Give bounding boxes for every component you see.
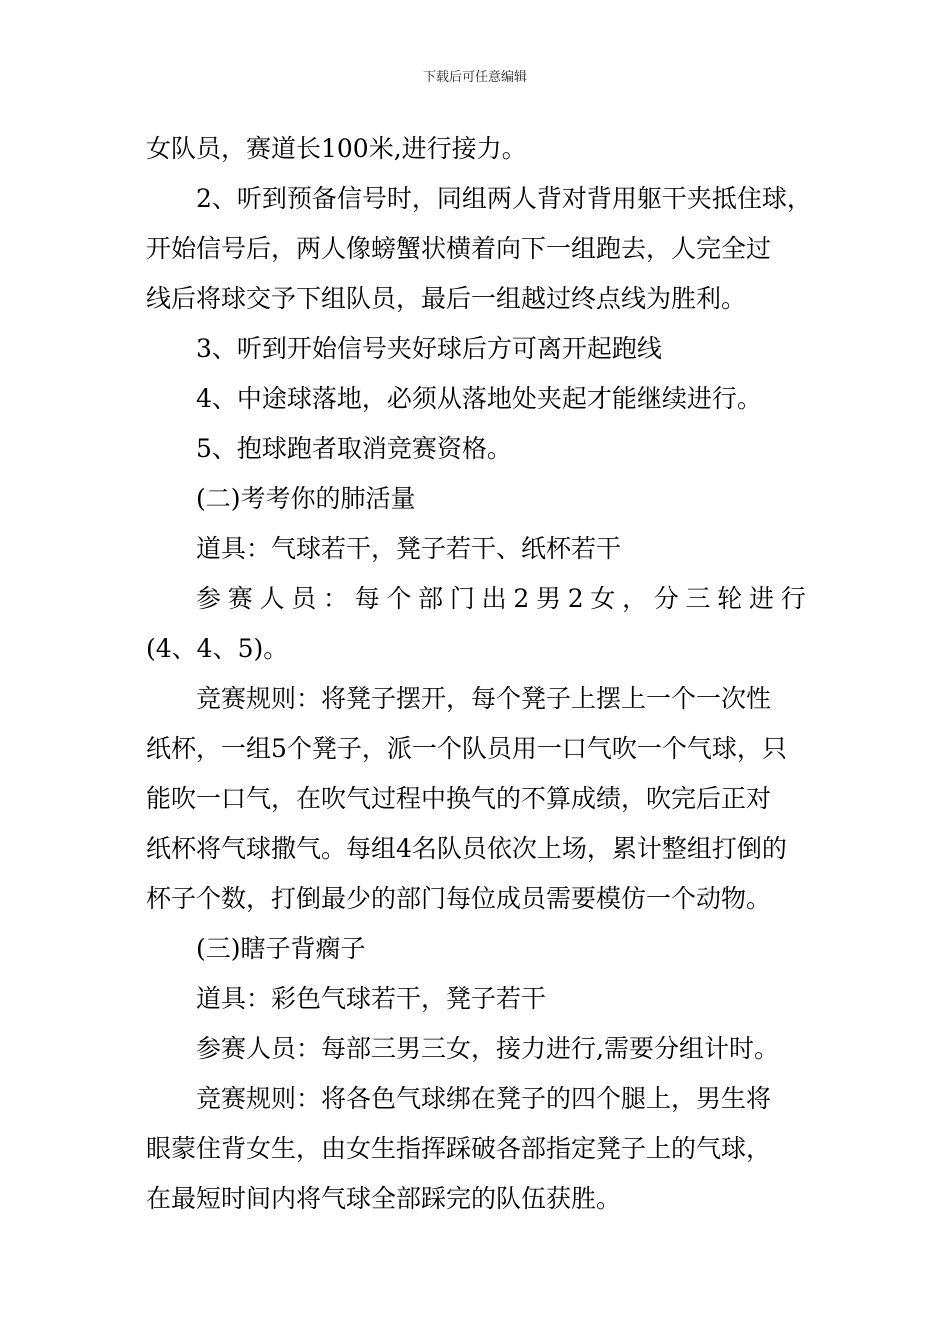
rules-line: 竞赛规则：将各色气球绑在凳子的四个腿上，男生将 bbox=[196, 1084, 772, 1113]
justified-char: 每 bbox=[354, 584, 380, 613]
rule-2: 2、听到预备信号时，同组两人背对背用躯干夹抵住球， bbox=[196, 184, 812, 213]
justified-char: 行 bbox=[780, 584, 806, 613]
paragraph-line: 在最短时间内将气球全部踩完的队伍获胜。 bbox=[146, 1184, 622, 1213]
justified-char: 人 bbox=[259, 584, 285, 613]
justified-char: 部 bbox=[418, 584, 444, 613]
justified-char: 个 bbox=[386, 584, 412, 613]
paragraph-line: 能吹一口气，在吹气过程中换气的不算成绩，吹完后正对 bbox=[146, 784, 772, 813]
justified-text bbox=[196, 574, 806, 624]
paragraph-line: 杯子个数，打倒最少的部门每位成员需要模仿一个动物。 bbox=[146, 884, 772, 913]
page-header: 下载后可任意编辑 bbox=[422, 70, 527, 85]
justified-char: 分 bbox=[653, 584, 679, 613]
paragraph-line: 开始信号后，两人像螃蟹状横着向下一组跑去，人完全过 bbox=[146, 234, 772, 263]
justified-char: 进 bbox=[749, 584, 775, 613]
section-heading-2: (二)考考你的肺活量 bbox=[196, 484, 416, 513]
rule-4: 4、中途球落地，必须从落地处夹起才能继续进行。 bbox=[196, 384, 762, 413]
justified-char: 员 bbox=[291, 584, 317, 613]
justified-char: 2 bbox=[567, 584, 584, 613]
props-line: 道具：气球若干，凳子若干、纸杯若干 bbox=[196, 534, 622, 563]
paragraph-line: 纸杯，一组5个凳子，派一个队员用一口气吹一个气球，只 bbox=[146, 734, 787, 763]
paragraph-line: 纸杯将气球撒气。每组4名队员依次上场，累计整组打倒的 bbox=[146, 834, 787, 863]
paragraph-line: 女队员，赛道长100米,进行接力。 bbox=[146, 134, 527, 163]
justified-char: 参 bbox=[196, 584, 222, 613]
justified-char: 女 bbox=[590, 584, 616, 613]
justified-char: ， bbox=[622, 584, 648, 613]
paragraph-line: 眼蒙住背女生，由女生指挥踩破各部指定凳子上的气球， bbox=[146, 1134, 772, 1163]
props-line: 道具：彩色气球若干，凳子若干 bbox=[196, 984, 547, 1013]
rule-5: 5、抱球跑者取消竞赛资格。 bbox=[196, 434, 512, 463]
justified-char: 男 bbox=[535, 584, 561, 613]
justified-char: 三 bbox=[685, 584, 711, 613]
participants-line bbox=[196, 574, 856, 624]
justified-char: 出 bbox=[481, 584, 507, 613]
paragraph-line: (4、4、5)。 bbox=[146, 634, 289, 663]
justified-char: ： bbox=[322, 584, 348, 613]
justified-char: 2 bbox=[513, 584, 530, 613]
participants-line: 参赛人员：每部三男三女，接力进行,需要分组计时。 bbox=[196, 1034, 779, 1063]
paragraph-line: 线后将球交予下组队员，最后一组越过终点线为胜利。 bbox=[146, 284, 747, 313]
justified-char: 门 bbox=[449, 584, 475, 613]
section-heading-3: (三)瞎子背瘸子 bbox=[196, 934, 366, 963]
justified-char: 轮 bbox=[717, 584, 743, 613]
rules-line: 竞赛规则：将凳子摆开，每个凳子上摆上一个一次性 bbox=[196, 684, 772, 713]
rule-3: 3、听到开始信号夹好球后方可离开起跑线 bbox=[196, 334, 662, 363]
justified-char: 赛 bbox=[227, 584, 253, 613]
